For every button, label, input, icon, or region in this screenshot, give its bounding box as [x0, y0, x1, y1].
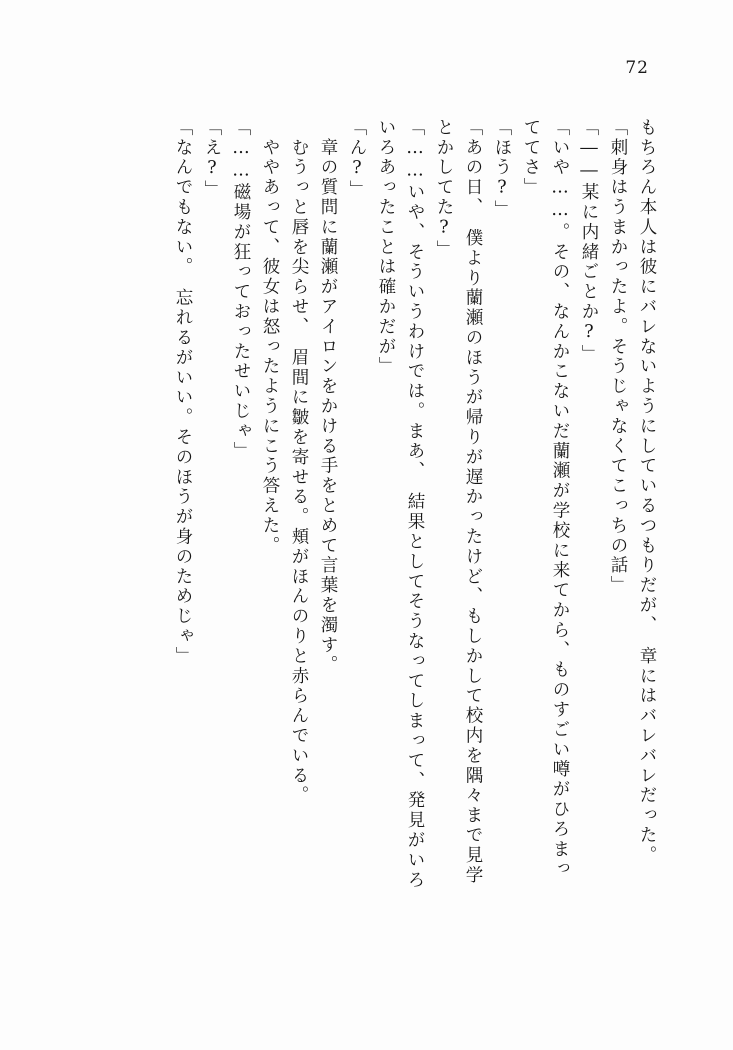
- text-column: いろあったことは確かだが」: [376, 118, 396, 377]
- text-column: 「ほう?」: [492, 118, 512, 220]
- text-column: 章の質問に蘭瀬がアイロンをかける手をとめて言葉を濁す。: [318, 118, 338, 676]
- text-column: 「ん?」: [347, 118, 367, 201]
- text-column: 「刺身はうまかったよ。そうじゃなくてこっちの話」: [608, 118, 628, 596]
- text-column: もちろん本人は彼にバレないようにしているつもりだが、 章にはバレバレだった。: [637, 118, 657, 866]
- text-column: ややあって、彼女は怒ったようにこう答えた。: [260, 118, 280, 556]
- text-column: 「――某に内緒ごとか?」: [579, 118, 599, 365]
- text-column: 「なんでもない。 忘れるがいい。そのほうが身のためじゃ」: [173, 118, 193, 667]
- text-column: ててさ」: [521, 118, 541, 198]
- text-column: むうっと唇を尖らせ、 眉間に皺を寄せる。頬がほんのりと赤らんでいる。: [289, 118, 309, 806]
- text-column: 「……磁場が狂っておったせいじゃ」: [231, 118, 251, 462]
- text-column: 「いや……。その、なんかこないだ蘭瀬が学校に来てから、ものすごい噂がひろまっ: [550, 118, 570, 880]
- text-column: とかしてた?」: [434, 118, 454, 260]
- text-column: 「え?」: [202, 118, 222, 201]
- page-number: 72: [625, 58, 649, 78]
- vertical-text-body: [78, 118, 655, 918]
- text-column: 「あの日、 僕より蘭瀬のほうが帰りが遅かったけど、もしかして校内を隅々まで見学: [463, 118, 483, 886]
- text-column: 「……いや、そういうわけでは。まあ、 結果としてそうなってしまって、発見がいろ: [405, 118, 425, 891]
